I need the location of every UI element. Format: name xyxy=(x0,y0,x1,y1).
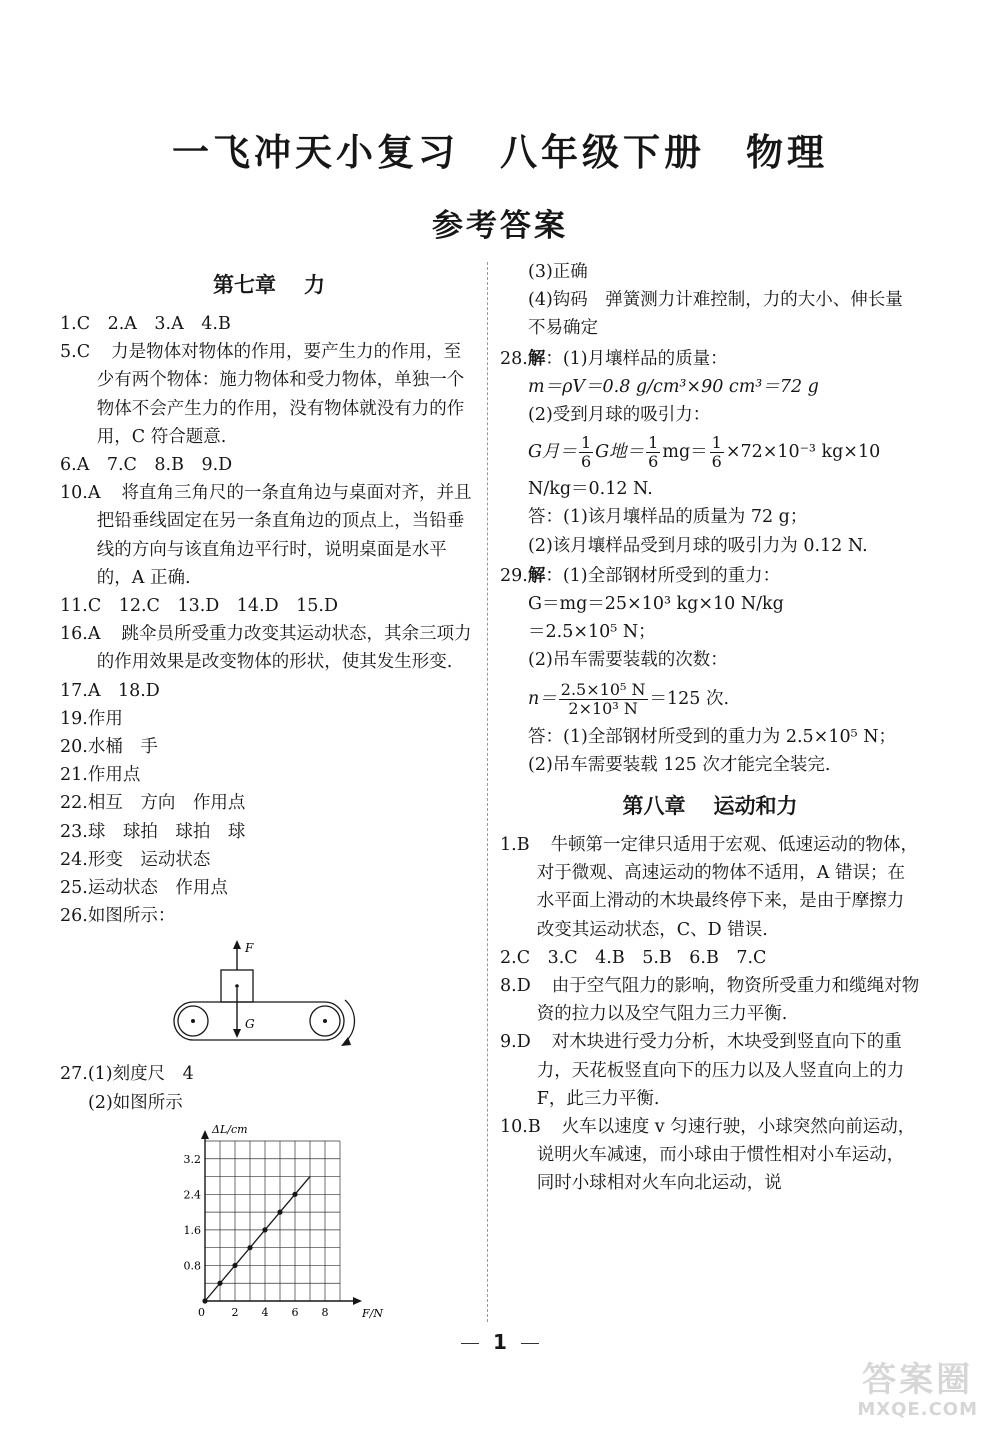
y-axis-arrowhead xyxy=(201,1130,209,1139)
x-axis-arrowhead xyxy=(353,1297,362,1305)
force-f-label: F xyxy=(245,941,254,956)
answer-29-count-equation xyxy=(500,675,920,723)
answer-19: 19.作用 xyxy=(60,708,123,729)
x-tick-label: 8 xyxy=(321,1305,329,1319)
answer-28-conclusion-1: 答：(1)该月壤样品的质量为 72 g； xyxy=(528,507,808,528)
y-tick-label: 1.6 xyxy=(183,1223,201,1237)
force-f-arrowhead xyxy=(233,940,241,949)
answer-29-weight-result: ＝2.5×10⁵ N； xyxy=(528,622,656,643)
answer-22: 22.相互 方向 作用点 xyxy=(60,793,246,814)
answer-28-line1 xyxy=(500,345,920,373)
answer-20: 20.水桶 手 xyxy=(60,737,158,758)
x-tick-label: 6 xyxy=(291,1305,299,1319)
answer-27-4: (4)钩码 弹簧测力计难控制，力的大小、伸长量不易确定 xyxy=(528,290,903,339)
fraction-b-denominator: 6 xyxy=(648,452,659,472)
data-point xyxy=(247,1245,252,1250)
count-fraction-denominator: 2×10³ N xyxy=(568,698,638,718)
fraction-one-sixth-b xyxy=(646,434,660,471)
ch8-answers-2-7: 2.C 3.C 4.B 5.B 6.B 7.C xyxy=(500,947,767,968)
y-axis-label: ΔL/cm xyxy=(212,1122,248,1136)
chapter-7-heading xyxy=(60,268,478,302)
ch8-answer-9 xyxy=(500,1028,920,1113)
page-number-value: 1 xyxy=(493,1330,507,1354)
origin-label: 0 xyxy=(198,1305,205,1319)
page-number-dash-left xyxy=(461,1343,479,1344)
answer-5 xyxy=(60,338,478,451)
answer-23: 23.球 球拍 球拍 球 xyxy=(60,821,246,842)
page-number-dash-right xyxy=(521,1343,539,1344)
data-point xyxy=(292,1192,297,1197)
data-point xyxy=(202,1298,207,1303)
answer-29-conclusion-1: 答：(1)全部钢材所受到的重力为 2.5×10⁵ N； xyxy=(528,726,897,747)
answer-10-label: 10.A xyxy=(60,483,101,504)
answer-29-line1 xyxy=(500,562,920,590)
left-column xyxy=(60,262,478,1321)
answer-10-text: 将直角三角尺的一条直角边与桌面对齐，并且把铅垂线固定在另一条直角边的顶点上，当铅垂线的方向与该直角边平行时，说明桌面是水平的，A 正确. xyxy=(96,483,472,588)
spring-extension-graph xyxy=(183,1121,405,1321)
ch8-answer-1-text: 牛顿第一定律只适用于宏观、低速运动的物体，对于微观、高速运动的物体不适用，A 错误；在水平面上滑动的木块最终停下来，是由于摩擦力改变其运动状态，C、D 错误. xyxy=(536,835,919,940)
answer-26: 26.如图所示： xyxy=(60,906,176,927)
answer-27-3: (3)正确 xyxy=(528,262,588,282)
answer-29-conclusion-2: (2)吊车需要装载 125 次才能完全装完. xyxy=(528,754,831,775)
chapter-7-number: 第七章 xyxy=(213,273,276,297)
fraction-one-sixth-c xyxy=(710,434,724,471)
data-point xyxy=(217,1280,222,1285)
answer-16 xyxy=(60,620,478,676)
answer-27-2: (2)如图所示 xyxy=(88,1092,183,1113)
fraction-c-numerator: 1 xyxy=(711,433,722,453)
fraction-c-denominator: 6 xyxy=(711,452,722,472)
watermark-logo xyxy=(857,1352,978,1420)
ch8-answer-9-text: 对木块进行受力分析，木块受到竖直向下的重力，天花板竖直向下的压力以及人竖直向上的力 F，此三力平衡. xyxy=(536,1032,905,1109)
data-point xyxy=(277,1209,282,1214)
answer-28-step1: ：(1)月壤样品的质量： xyxy=(545,348,728,369)
chapter-8-name: 运动和力 xyxy=(713,794,798,819)
ch8-answer-8-label: 8.D xyxy=(500,976,531,997)
ch8-answer-1-label: 1.B xyxy=(500,835,530,856)
force-g-arrowhead xyxy=(233,1029,241,1038)
answer-25: 25.运动状态 作用点 xyxy=(60,878,228,899)
data-point xyxy=(232,1263,237,1268)
conveyor-belt-figure xyxy=(165,936,365,1054)
answers-17-18: 17.A 18.D xyxy=(60,680,160,701)
answer-16-label: 16.A xyxy=(60,624,101,645)
page-subtitle: 参考答案 xyxy=(432,208,568,244)
y-tick-label: 0.8 xyxy=(183,1259,201,1273)
answer-29-number: 29. xyxy=(500,565,528,586)
fraction-a-denominator: 6 xyxy=(580,452,592,472)
ch8-answer-1 xyxy=(500,831,920,944)
right-pulley-axle xyxy=(323,1019,327,1023)
x-tick-label: 2 xyxy=(231,1305,239,1319)
n-term: n＝ xyxy=(528,688,557,709)
ch8-answer-8 xyxy=(500,972,920,1028)
ch8-answer-10-label: 10.B xyxy=(500,1117,541,1138)
rotation-arrow-arc xyxy=(345,1000,354,1042)
chapter-8-heading xyxy=(500,789,920,823)
answer-5-label: 5.C xyxy=(60,342,91,363)
answers-1-4: 1.C 2.A 3.A 4.B xyxy=(60,314,231,334)
rotation-arrowhead xyxy=(341,1037,351,1046)
left-pulley-axle xyxy=(191,1019,195,1023)
y-tick-label: 2.4 xyxy=(183,1188,201,1202)
answer-29-step1: ：(1)全部钢材所受到的重力： xyxy=(545,565,781,586)
answers-6-9: 6.A 7.C 8.B 9.D xyxy=(60,455,233,476)
answers-11-15: 11.C 12.C 13.D 14.D 15.D xyxy=(60,596,339,617)
fraction-one-sixth-a xyxy=(579,434,593,471)
answer-5-text: 力是物体对物体的作用，要产生力的作用，至少有两个物体：施力物体和受力物体，单独一个物体不会产生力的作用，没有物体就没有力的作用，C 符合题意. xyxy=(96,342,465,447)
answer-28-solve: 解 xyxy=(527,348,546,369)
answer-28-mass-equation: m＝ρV＝0.8 g/cm³×90 cm³＝72 g xyxy=(528,376,819,397)
answer-28-gravity-equation xyxy=(500,429,920,475)
answer-10 xyxy=(60,479,478,592)
count-fraction-numerator: 2.5×10⁵ N xyxy=(560,679,646,699)
fraction-b-numerator: 1 xyxy=(648,433,659,453)
answer-29-solve: 解 xyxy=(527,565,546,586)
answer-24: 24.形变 运动状态 xyxy=(60,849,211,870)
ch8-answer-10 xyxy=(500,1113,920,1198)
ch8-answer-9-label: 9.D xyxy=(500,1032,531,1053)
ch8-answer-8-text: 由于空气阻力的影响，物资所受重力和缆绳对物资的拉力以及空气阻力三力平衡. xyxy=(536,976,920,1025)
column-divider xyxy=(487,262,488,1322)
answer-27-1: 27.(1)刻度尺 4 xyxy=(60,1064,194,1085)
answer-29-weight-equation: G＝mg＝25×10³ kg×10 N/kg xyxy=(528,594,784,615)
answer-29-step2: (2)吊车需要装载的次数： xyxy=(528,650,728,671)
x-axis-label: F/N xyxy=(362,1306,383,1320)
watermark-bottom: MXQE.COM xyxy=(857,1399,978,1420)
data-point xyxy=(262,1227,267,1232)
page-number xyxy=(0,1330,1000,1354)
x-tick-label: 4 xyxy=(261,1305,269,1319)
gravity-equation-tail: ×72×10⁻³ kg×10 xyxy=(725,442,881,463)
block-center-dot xyxy=(235,985,239,989)
count-fraction xyxy=(559,681,648,718)
answer-21: 21.作用点 xyxy=(60,765,141,786)
watermark-top: 答案圈 xyxy=(862,1360,974,1400)
ch8-answer-10-text: 火车以速度 v 匀速行驶，小球突然向前运动，说明火车减速，而小球由于惯性相对小车运动，同时小球相对火车向北运动，说 xyxy=(536,1117,916,1194)
chapter-8-number: 第八章 xyxy=(622,794,686,819)
g-moon-term: G月＝ xyxy=(528,442,577,463)
chapter-7-name: 力 xyxy=(304,273,325,297)
page-title: 一飞冲天小复习 八年级下册 物理 xyxy=(172,131,828,174)
answer-28-number: 28. xyxy=(500,348,528,369)
mg-term: mg＝ xyxy=(662,442,708,463)
g-earth-term: G地＝ xyxy=(595,442,645,463)
answer-28-conclusion-2: (2)该月壤样品受到月球的吸引力为 0.12 N. xyxy=(528,535,868,556)
right-column xyxy=(500,258,920,1198)
answer-28-result-line: N/kg＝0.12 N. xyxy=(528,479,653,500)
force-g-label: G xyxy=(245,1017,255,1032)
y-tick-label: 3.2 xyxy=(183,1152,201,1166)
count-result: ＝125 次. xyxy=(649,688,730,709)
answer-16-text: 跳伞员所受重力改变其运动状态，其余三项力的作用效果是改变物体的形状，使其发生形变. xyxy=(96,624,472,673)
fraction-a-numerator: 1 xyxy=(580,433,592,453)
answer-28-step2: (2)受到月球的吸引力： xyxy=(528,405,711,426)
